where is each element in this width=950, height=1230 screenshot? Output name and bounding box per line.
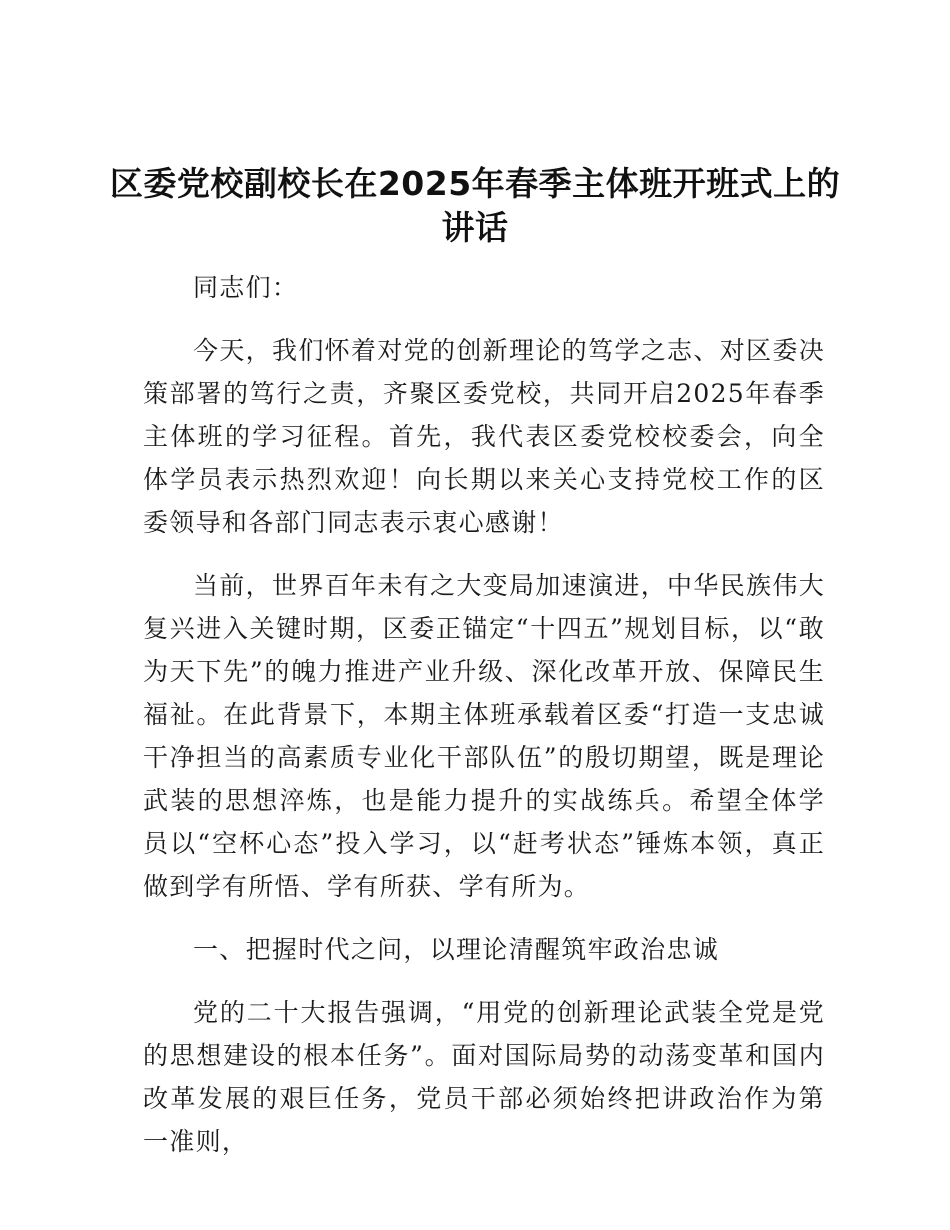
salutation: 同志们： [193, 273, 299, 302]
document-body [143, 266, 825, 1183]
paragraph-opening: 今天，我们怀着对党的创新理论的笃学之志、对区委决策部署的笃行之责，齐聚区委党校，共同开启2025年春季主体班的学习征程。首先，我代表区委党校校委会，向全体学员表示热烈欢迎！向长期以来关心支持党校工作的区委领导和各部门同志表示衷心感谢！ [143, 336, 825, 537]
paragraph-section-one: 党的二十大报告强调，“用党的创新理论武装全党是党的思想建设的根本任务”。面对国际局势的动荡变革和国内改革发展的艰巨任务，党员干部必须始终把讲政治作为第一准则， [143, 998, 825, 1156]
paragraph-context: 当前，世界百年未有之大变局加速演进，中华民族伟大复兴进入关键时期，区委正锚定“十四五”规划目标，以“敢为天下先”的魄力推进产业升级、深化改革开放、保障民生福祉。在此背景下，本期主体班承载着区委“打造一支忠诚干净担当的高素质专业化干部队伍”的殷切期望，既是理论武装的思想淬炼，也是能力提升的实战练兵。希望全体学员以“空杯心态”投入学习，以“赶考状态”锤炼本领，真正做到学有所悟、学有所获、学有所为。 [143, 571, 825, 901]
document-title: 区委党校副校长在2025年春季主体班开班式上的讲话 [109, 164, 841, 247]
section-heading: 一、把握时代之问，以理论清醒筑牢政治忠诚 [193, 935, 720, 964]
